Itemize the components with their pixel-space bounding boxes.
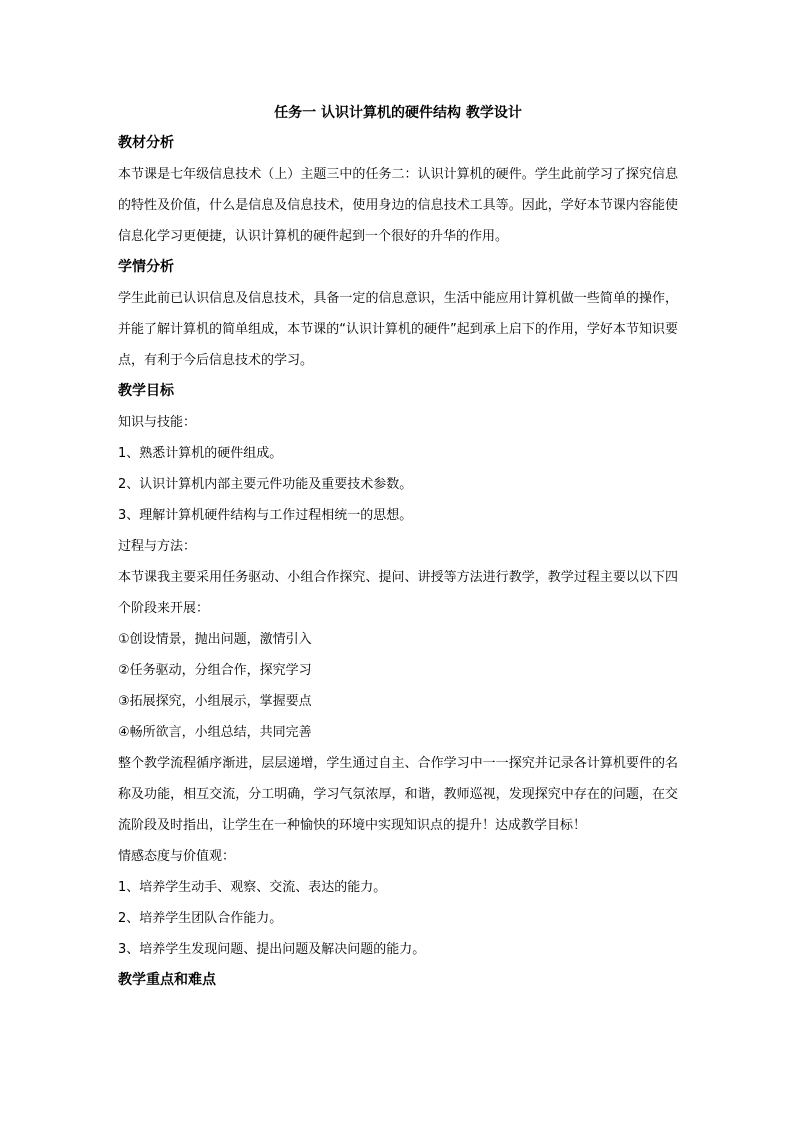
paragraph-process-summary: 整个教学流程循序渐进，层层递增，学生通过自主、合作学习中一一探究并记录各计算机要件的名称及功能，相互交流，分工明确，学习气氛浓厚，和谐，教师巡视，发现探究中存在的问题，在交流阶段及时指出，让学生在一种愉快的环境中实现知识点的提升！达成教学目标！ [118, 756, 678, 833]
list-item: 1、培养学生动手、观察、交流、表达的能力。 [118, 880, 387, 895]
list-item: 1、熟悉计算机的硬件组成。 [118, 446, 283, 461]
list-item: 2、认识计算机内部主要元件功能及重要技术参数。 [118, 477, 413, 492]
heading-textbook-analysis: 教材分析 [118, 135, 174, 151]
paragraph-textbook-analysis: 本节课是七年级信息技术（上）主题三中的任务二：认识计算机的硬件。学生此前学习了探究信息的特性及价值，什么是信息及信息技术，使用身边的信息技术工具等。因此，学好本节课内容能使信息化学习更便捷，认识计算机的硬件起到一个很好的升华的作用。 [118, 167, 678, 244]
heading-key-points: 教学重点和难点 [118, 972, 216, 988]
list-item: ②任务驱动，分组合作，探究学习 [118, 663, 312, 678]
paragraph-process-intro: 本节课我主要采用任务驱动、小组合作探究、提问、讲授等方法进行教学，教学过程主要以以下四个阶段来开展： [118, 570, 678, 616]
paragraph-student-analysis: 学生此前已认识信息及信息技术，具备一定的信息意识，生活中能应用计算机做一些简单的操作，并能了解计算机的简单组成，本节课的“认识计算机的硬件”起到承上启下的作用，学好本节知识要点，有利于今后信息技术的学习。 [118, 291, 678, 368]
list-item: ③拓展探究，小组展示，掌握要点 [118, 694, 312, 709]
list-item: 3、培养学生发现问题、提出问题及解决问题的能力。 [118, 942, 426, 957]
label-knowledge-skills: 知识与技能： [118, 415, 197, 430]
label-process-methods: 过程与方法： [118, 539, 197, 554]
list-item: 2、培养学生团队合作能力。 [118, 911, 283, 926]
heading-student-analysis: 学情分析 [118, 259, 174, 275]
document-page [118, 98, 678, 996]
heading-teaching-goals: 教学目标 [118, 383, 174, 399]
list-item: ④畅所欲言，小组总结，共同完善 [118, 725, 312, 740]
label-emotion-values: 情感态度与价值观： [118, 849, 236, 864]
document-title: 任务一 认识计算机的硬件结构 教学设计 [274, 105, 522, 121]
list-item: ①创设情景，抛出问题，激情引入 [118, 632, 312, 647]
list-item: 3、理解计算机硬件结构与工作过程相统一的思想。 [118, 508, 413, 523]
